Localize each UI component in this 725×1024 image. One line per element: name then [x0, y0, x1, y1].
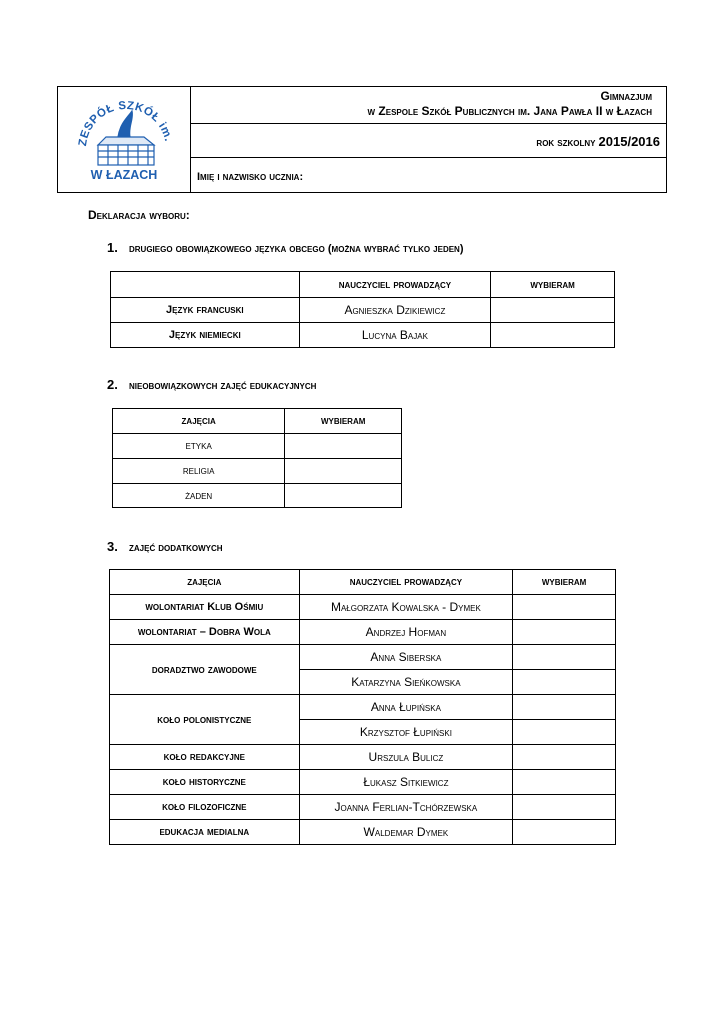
section-3-title — [107, 539, 223, 554]
section-1-label: drugiego obowiązkowego języka obcego (można wybrać tylko jeden) — [129, 243, 464, 255]
choice-cell[interactable] — [513, 770, 616, 795]
logo-bottom-text: W ŁAZACH — [90, 168, 158, 182]
school-year-row — [191, 124, 666, 158]
table-header-row — [110, 570, 616, 595]
school-line-1: Gimnazjum — [600, 89, 652, 103]
optional-classes-table — [112, 408, 402, 508]
logo-arc-text: ZESPÓŁ SZKÓŁ im. — [77, 99, 175, 147]
school-name-row — [191, 87, 666, 124]
section-2-number: 2. — [107, 377, 118, 392]
section-3-number: 3. — [107, 539, 118, 554]
table-row — [113, 434, 402, 459]
header-classes: zajęcia — [113, 409, 285, 434]
header-choice: wybieram — [513, 570, 616, 595]
table-row — [111, 323, 615, 348]
choice-cell[interactable] — [513, 620, 616, 645]
activity-name: koło filozoficzne — [110, 795, 300, 820]
table-row — [110, 770, 616, 795]
section-2-title — [107, 377, 316, 392]
choice-cell[interactable] — [513, 745, 616, 770]
teacher-name: Agnieszka Dzikiewicz — [299, 298, 491, 323]
table-row — [110, 695, 616, 720]
choice-cell[interactable] — [513, 695, 616, 720]
section-1-title — [107, 240, 464, 255]
language-name: Język francuski — [111, 298, 300, 323]
class-name: religia — [113, 459, 285, 484]
choice-cell[interactable] — [513, 670, 616, 695]
teacher-name: Katarzyna Sieńkowska — [299, 670, 513, 695]
building-icon — [98, 111, 154, 165]
teacher-name: Joanna Ferlian-Tchórzewska — [299, 795, 513, 820]
school-logo-emblem — [58, 87, 190, 192]
extra-activities-table — [109, 569, 616, 845]
teacher-name: Łukasz Sitkiewicz — [299, 770, 513, 795]
activity-name: koło historyczne — [110, 770, 300, 795]
choice-cell[interactable] — [513, 820, 616, 845]
year-value: 2015/2016 — [598, 134, 660, 149]
table-header-row — [111, 272, 615, 298]
activity-name: wolontariat Klub Ośmiu — [110, 595, 300, 620]
pupil-name-label: Imię i nazwisko ucznia: — [197, 171, 304, 183]
teacher-name: Waldemar Dymek — [299, 820, 513, 845]
teacher-name: Małgorzata Kowalska - Dymek — [299, 595, 513, 620]
header-teacher: nauczyciel prowadzący — [299, 570, 513, 595]
choice-cell[interactable] — [513, 795, 616, 820]
activity-name: wolontariat – Dobra Wola — [110, 620, 300, 645]
header-empty — [111, 272, 300, 298]
language-name: Język niemiecki — [111, 323, 300, 348]
header-choice: wybieram — [285, 409, 402, 434]
school-line-2: w Zespole Szkół Publicznych im. Jana Pawła II w Łazach — [367, 104, 652, 118]
section-3-label: zajęć dodatkowych — [129, 542, 223, 554]
teacher-name: Urszula Bulicz — [299, 745, 513, 770]
header-box — [57, 86, 667, 193]
teacher-name: Andrzej Hofman — [299, 620, 513, 645]
activity-name: koło redakcyjne — [110, 745, 300, 770]
teacher-name: Anna Łupińska — [299, 695, 513, 720]
school-logo — [58, 87, 191, 192]
class-name: etyka — [113, 434, 285, 459]
school-year — [536, 134, 660, 149]
choice-cell[interactable] — [285, 459, 402, 484]
table-row — [113, 459, 402, 484]
pupil-name-row[interactable] — [191, 158, 666, 192]
section-2-label: nieobowiązkowych zajęć edukacyjnych — [129, 380, 317, 392]
choice-cell[interactable] — [513, 645, 616, 670]
language-table — [110, 271, 615, 348]
table-row — [110, 595, 616, 620]
table-row — [110, 645, 616, 670]
year-label: rok szkolny — [536, 137, 596, 149]
header-teacher: nauczyciel prowadzący — [299, 272, 491, 298]
activity-name: koło polonistyczne — [110, 695, 300, 745]
declaration-title: Deklaracja wyboru: — [88, 208, 190, 222]
teacher-name: Anna Siberska — [299, 645, 513, 670]
teacher-name: Krzysztof Łupiński — [299, 720, 513, 745]
table-row — [110, 795, 616, 820]
choice-cell[interactable] — [513, 595, 616, 620]
choice-cell[interactable] — [491, 298, 615, 323]
section-1-number: 1. — [107, 240, 118, 255]
header-activity: zajęcia — [110, 570, 300, 595]
table-row — [110, 620, 616, 645]
table-row — [110, 745, 616, 770]
choice-cell[interactable] — [285, 484, 402, 508]
teacher-name: Lucyna Bajak — [299, 323, 491, 348]
header-choice: wybieram — [491, 272, 615, 298]
table-row — [110, 820, 616, 845]
activity-name: edukacja medialna — [110, 820, 300, 845]
choice-cell[interactable] — [513, 720, 616, 745]
choice-cell[interactable] — [491, 323, 615, 348]
table-row — [111, 298, 615, 323]
table-row — [113, 484, 402, 508]
activity-name: doradztwo zawodowe — [110, 645, 300, 695]
table-header-row — [113, 409, 402, 434]
choice-cell[interactable] — [285, 434, 402, 459]
class-name: żaden — [113, 484, 285, 508]
